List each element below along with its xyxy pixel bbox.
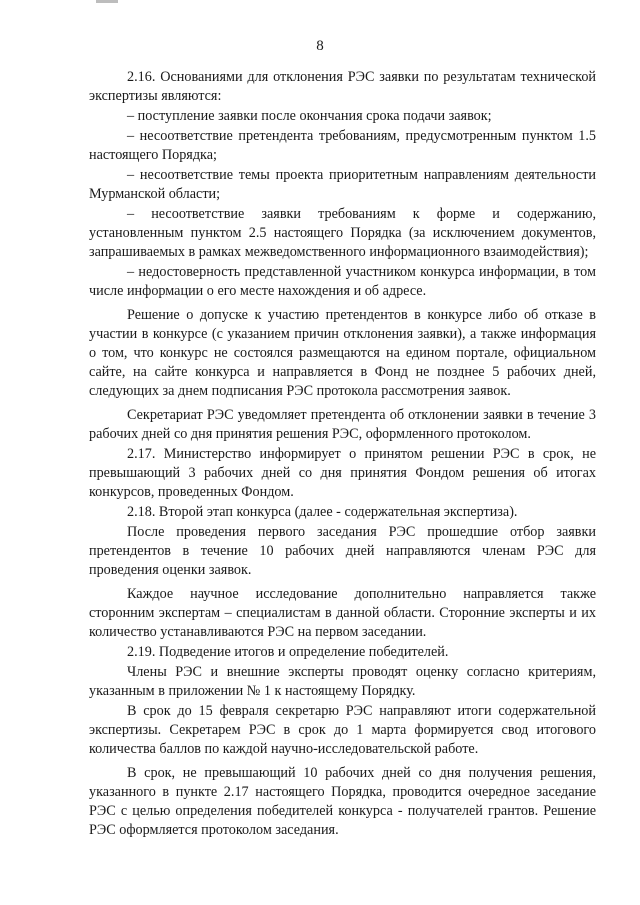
- list-item-applicant-mismatch: – несоответствие претендента требованиям, предусмотренным пунктом 1.5 настоящего Порядка;: [89, 128, 596, 163]
- paragraph-2-17: 2.17. Министерство информирует о принятом решении РЭС в срок, не превышающий 3 рабочих дней со дня принятия Фондом решения об итогах конкурсов, проведенных Фондом.: [89, 446, 596, 500]
- paragraph-secretariat-notice: Секретариат РЭС уведомляет претендента об отклонении заявки в течение 3 рабочих дней со дня принятия решения РЭС, оформленного протоколом.: [89, 407, 596, 442]
- paragraph-2-19: 2.19. Подведение итогов и определение победителей.: [127, 644, 449, 660]
- list-item-late-submission: – поступление заявки после окончания срока подачи заявок;: [127, 108, 492, 124]
- document-body: [89, 68, 596, 841]
- paragraph-2-18: 2.18. Второй этап конкурса (далее - содержательная экспертиза).: [127, 504, 518, 520]
- list-item-topic-mismatch: – несоответствие темы проекта приоритетным направлениям деятельности Мурманской области;: [89, 167, 596, 202]
- paragraph-february-deadline: В срок до 15 февраля секретарю РЭС направляют итоги содержательной экспертизы. Секретарем РЭС в срок до 1 марта формируется свод итогового количества баллов по каждой научно-исследовательской работе.: [89, 703, 596, 757]
- paragraph-first-meeting: После проведения первого заседания РЭС прошедшие отбор заявки претендентов в течение 10 рабочих дней направляются членам РЭС для проведения оценки заявок.: [89, 524, 596, 578]
- paragraph-admission-decision: Решение о допуске к участию претендентов в конкурсе либо об отказе в участии в конкурсе (с указанием причин отклонения заявки), а также информация о том, что конкурс не состоялся размещаются на едином портале, официальном сайте, на сайте конкурса и направляется в Фонд не позднее 5 рабочих дней, следующих за днем подписания РЭС протокола рассмотрения заявок.: [89, 307, 596, 399]
- scan-artifact: [96, 0, 118, 3]
- list-item-form-mismatch: – несоответствие заявки требованиям к форме и содержанию, установленным пунктом 2.5 настоящего Порядка (за исключением документов, запрашиваемых в рамках межведомственного информационного взаимодействия);: [89, 206, 596, 260]
- page-number: 8: [316, 38, 324, 54]
- paragraph-external-experts: Каждое научное исследование дополнительно направляется также сторонним экспертам – специалистам в данной области. Сторонние эксперты и их количество устанавливаются РЭС на первом заседании.: [89, 586, 596, 640]
- paragraph-2-16: 2.16. Основаниями для отклонения РЭС заявки по результатам технической экспертизы являются:: [89, 69, 596, 104]
- paragraph-winners-meeting: В срок, не превышающий 10 рабочих дней со дня получения решения, указанного в пункте 2.17 настоящего Порядка, проводится очередное заседание РЭС с целью определения победителей конкурса - получателей грантов. Решение РЭС оформляется протоколом заседания.: [89, 765, 596, 838]
- list-item-false-information: – недостоверность представленной участником конкурса информации, в том числе информации о его месте нахождения и об адресе.: [89, 264, 596, 299]
- paragraph-evaluation-criteria: Члены РЭС и внешние эксперты проводят оценку согласно критериям, указанным в приложении № 1 к настоящему Порядку.: [89, 664, 596, 699]
